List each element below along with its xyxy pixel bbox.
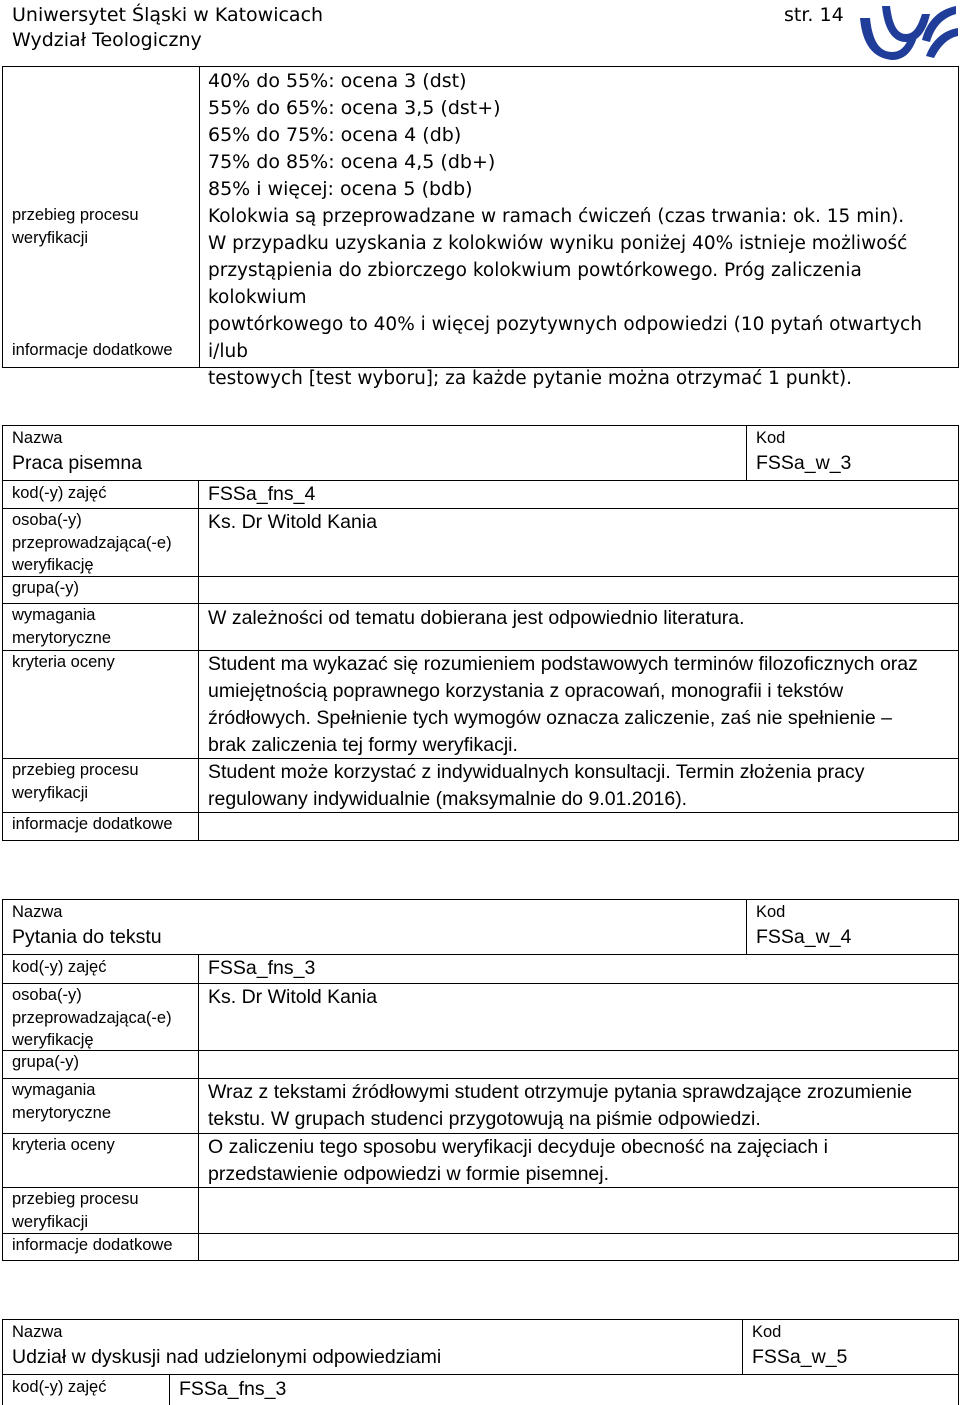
course-label: kod(-y) zajęć [12, 1378, 107, 1396]
name-label: Nazwa [12, 1323, 63, 1341]
code-label: Kod [752, 1323, 782, 1341]
label-info: informacje dodatkowe [12, 341, 173, 359]
requirements-line: tekstu. W grupach studenci przygotowują na piśmie odpowiedzi. [208, 1108, 761, 1130]
assessment-name: Udział w dyskusji nad udzielonymi odpowiedziami [12, 1346, 442, 1368]
criteria-text [208, 1134, 828, 1188]
criteria-line: umiejętnością poprawnego korzystania z opracowań, monografii i tekstów [208, 680, 844, 702]
course-code: FSSa_fns_4 [208, 483, 316, 505]
col-divider [746, 899, 747, 954]
requirements-text [208, 1079, 912, 1133]
group-label: grupa(-y) [12, 1053, 79, 1071]
process-line: regulowany indywidualnie (maksymalnie do 9.01.2016). [208, 788, 688, 810]
grade-line: 65% do 75%: ocena 4 (db) [208, 124, 462, 146]
grade-scale [208, 68, 501, 203]
criteria-line: Student ma wykazać się rozumieniem podstawowych terminów filozoficznych oraz [208, 653, 918, 675]
process-text [208, 759, 864, 813]
criteria-line: O zaliczeniu tego sposobu weryfikacji decyduje obecność na zajęciach i [208, 1136, 829, 1158]
assessment-code: FSSa_w_4 [756, 926, 852, 948]
criteria-text [208, 651, 918, 759]
row-divider [2, 480, 959, 481]
criteria-label: kryteria oceny [12, 1136, 115, 1154]
course-label: kod(-y) zajęć [12, 958, 107, 976]
process-line: testowych [test wyboru]; za każde pytanie można otrzymać 1 punkt). [208, 368, 853, 389]
university-logo [852, 0, 960, 66]
person-name: Ks. Dr Witold Kania [208, 511, 378, 533]
requirements-text: W zależności od tematu dobierana jest odpowiednio literatura. [208, 607, 745, 629]
assessment-code: FSSa_w_3 [756, 452, 852, 474]
grade-line: 55% do 65%: ocena 3,5 (dst+) [208, 97, 501, 119]
university-name: Uniwersytet Śląski w Katowicach [12, 4, 324, 26]
requirements-label: wymagania merytoryczne [12, 606, 112, 647]
process-line: W przypadku uzyskania z kolokwiów wyniku poniżej 40% istnieje możliwość [208, 233, 908, 254]
col-divider [169, 1374, 170, 1405]
person-label: osoba(-y) przeprowadzająca(-e) weryfikację [12, 986, 172, 1049]
row-divider [2, 1374, 959, 1375]
page-number: str. 14 [784, 4, 844, 26]
process-text [208, 203, 960, 392]
requirements-label: wymagania merytoryczne [12, 1081, 112, 1122]
grade-line: 85% i więcej: ocena 5 (bdb) [208, 178, 473, 200]
row-divider [2, 954, 959, 955]
assessment-name: Praca pisemna [12, 452, 143, 474]
criteria-line: przedstawienie odpowiedzi w formie pisemnej. [208, 1163, 610, 1185]
label-process: przebieg procesu weryfikacji [12, 206, 139, 247]
process-line: powtórkowego to 40% i więcej pozytywnych odpowiedzi (10 pytań otwartych i/lub [208, 314, 922, 362]
process-label: przebieg procesu weryfikacji [12, 1190, 139, 1231]
col-divider [198, 954, 199, 1261]
grade-line: 75% do 85%: ocena 4,5 (db+) [208, 151, 496, 173]
process-line: Kolokwia są przeprowadzane w ramach ćwiczeń (czas trwania: ok. 15 min). [208, 206, 905, 227]
person-label: osoba(-y) przeprowadzająca(-e) weryfikację [12, 511, 172, 574]
col-divider [742, 1319, 743, 1374]
process-line: przystąpienia do zbiorczego kolokwium powtórkowego. Próg zaliczenia kolokwium [208, 260, 862, 308]
col-divider [198, 480, 199, 841]
assessment-code: FSSa_w_5 [752, 1346, 848, 1368]
name-label: Nazwa [12, 903, 63, 921]
section0-divider [199, 66, 200, 368]
faculty-name: Wydział Teologiczny [12, 29, 202, 51]
code-label: Kod [756, 903, 786, 921]
col-divider [746, 425, 747, 480]
name-label: Nazwa [12, 429, 63, 447]
info-label: informacje dodatkowe [12, 815, 173, 833]
criteria-line: brak zaliczenia tej formy weryfikacji. [208, 734, 518, 756]
course-code: FSSa_fns_3 [208, 957, 316, 979]
course-label: kod(-y) zajęć [12, 484, 107, 502]
criteria-label: kryteria oceny [12, 653, 115, 671]
grade-line: 40% do 55%: ocena 3 (dst) [208, 70, 467, 92]
info-label: informacje dodatkowe [12, 1236, 173, 1254]
assessment-name: Pytania do tekstu [12, 926, 162, 948]
group-label: grupa(-y) [12, 579, 79, 597]
code-label: Kod [756, 429, 786, 447]
process-label: przebieg procesu weryfikacji [12, 761, 139, 802]
requirements-line: Wraz z tekstami źródłowymi student otrzymuje pytania sprawdzające zrozumienie [208, 1081, 913, 1103]
row-divider [2, 603, 959, 604]
course-code: FSSa_fns_3 [179, 1378, 287, 1400]
document-header [12, 3, 323, 53]
process-line: Student może korzystać z indywidualnych konsultacji. Termin złożenia pracy [208, 761, 865, 783]
person-name: Ks. Dr Witold Kania [208, 986, 378, 1008]
criteria-line: źródłowych. Spełnienie tych wymogów oznacza zaliczenie, zaś nie spełnienie – [208, 707, 892, 729]
